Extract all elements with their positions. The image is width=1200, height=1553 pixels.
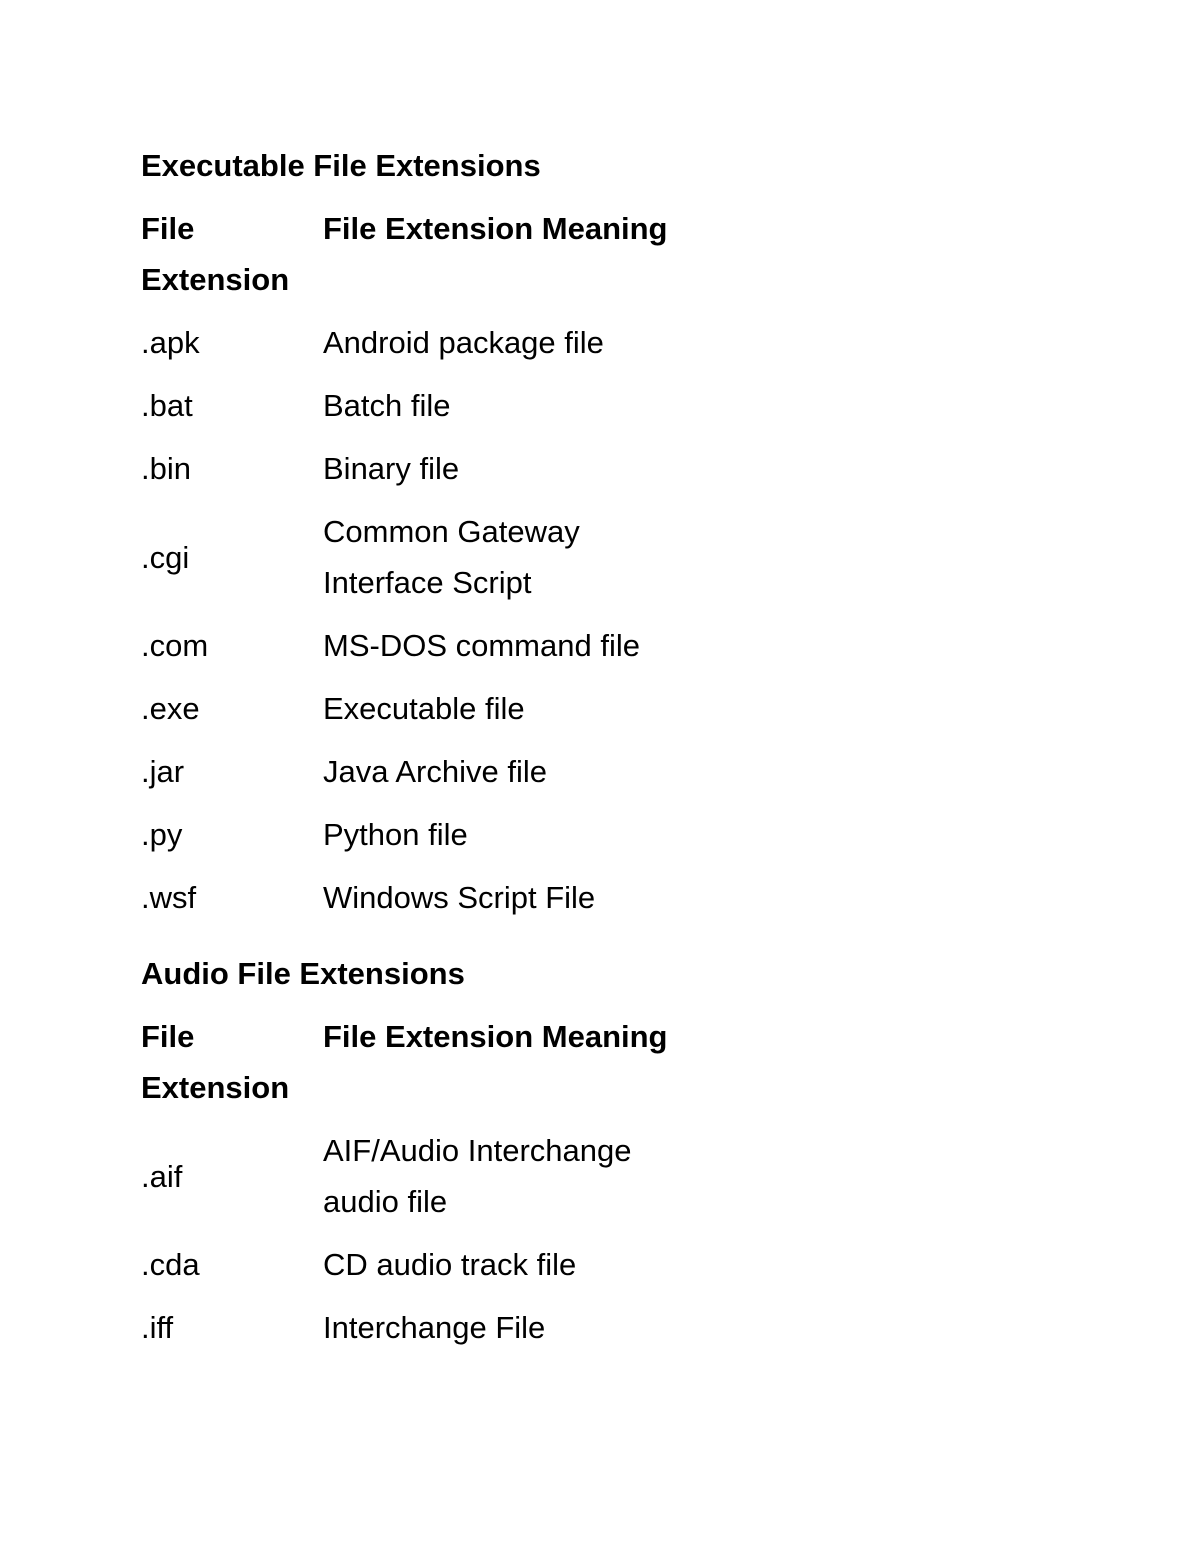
meaning-cell: Interchange File — [323, 1310, 546, 1345]
table-row — [141, 443, 703, 506]
header-file-extension: File Extension — [141, 1019, 290, 1105]
extension-cell: .aif — [141, 1158, 183, 1194]
extension-cell: .py — [141, 817, 183, 852]
extension-cell: .apk — [141, 325, 200, 360]
table-header-row — [141, 203, 703, 317]
meaning-cell: Common Gateway Interface Script — [323, 514, 580, 600]
meaning-cell: Executable file — [323, 691, 525, 726]
extension-cell: .cgi — [141, 539, 190, 575]
audio-extensions-table — [141, 1011, 703, 1365]
executable-extensions-table — [141, 203, 703, 935]
header-file-extension-meaning: File Extension Meaning — [323, 211, 668, 246]
extension-cell: .exe — [141, 691, 200, 726]
extension-cell: .com — [141, 628, 209, 663]
section-title-executable: Executable File Extensions — [141, 148, 541, 183]
extension-cell: .bin — [141, 451, 191, 486]
meaning-cell: Windows Script File — [323, 880, 596, 915]
table-row — [141, 1239, 703, 1302]
extension-cell: .iff — [141, 1310, 174, 1345]
document-page — [141, 143, 841, 1381]
header-file-extension-meaning: File Extension Meaning — [323, 1019, 668, 1054]
extension-cell: .jar — [141, 754, 185, 789]
table-row — [141, 872, 703, 935]
meaning-cell: Binary file — [323, 451, 460, 486]
extension-cell: .cda — [141, 1247, 200, 1282]
table-row — [141, 683, 703, 746]
table-row — [141, 1302, 703, 1365]
table-row — [141, 1125, 703, 1239]
section-title-audio: Audio File Extensions — [141, 956, 465, 991]
extension-cell: .bat — [141, 388, 193, 423]
meaning-cell: MS-DOS command file — [323, 628, 640, 663]
table-row — [141, 620, 703, 683]
meaning-cell: Java Archive file — [323, 754, 547, 789]
meaning-cell: Android package file — [323, 325, 604, 360]
meaning-cell: Python file — [323, 817, 468, 852]
table-row — [141, 809, 703, 872]
meaning-cell: Batch file — [323, 388, 451, 423]
header-file-extension: File Extension — [141, 211, 290, 297]
table-row — [141, 317, 703, 380]
table-row — [141, 380, 703, 443]
table-row — [141, 746, 703, 809]
table-row — [141, 506, 703, 620]
meaning-cell: AIF/Audio Interchange audio file — [323, 1133, 632, 1219]
extension-cell: .wsf — [141, 880, 197, 915]
table-header-row — [141, 1011, 703, 1125]
meaning-cell: CD audio track file — [323, 1247, 577, 1282]
